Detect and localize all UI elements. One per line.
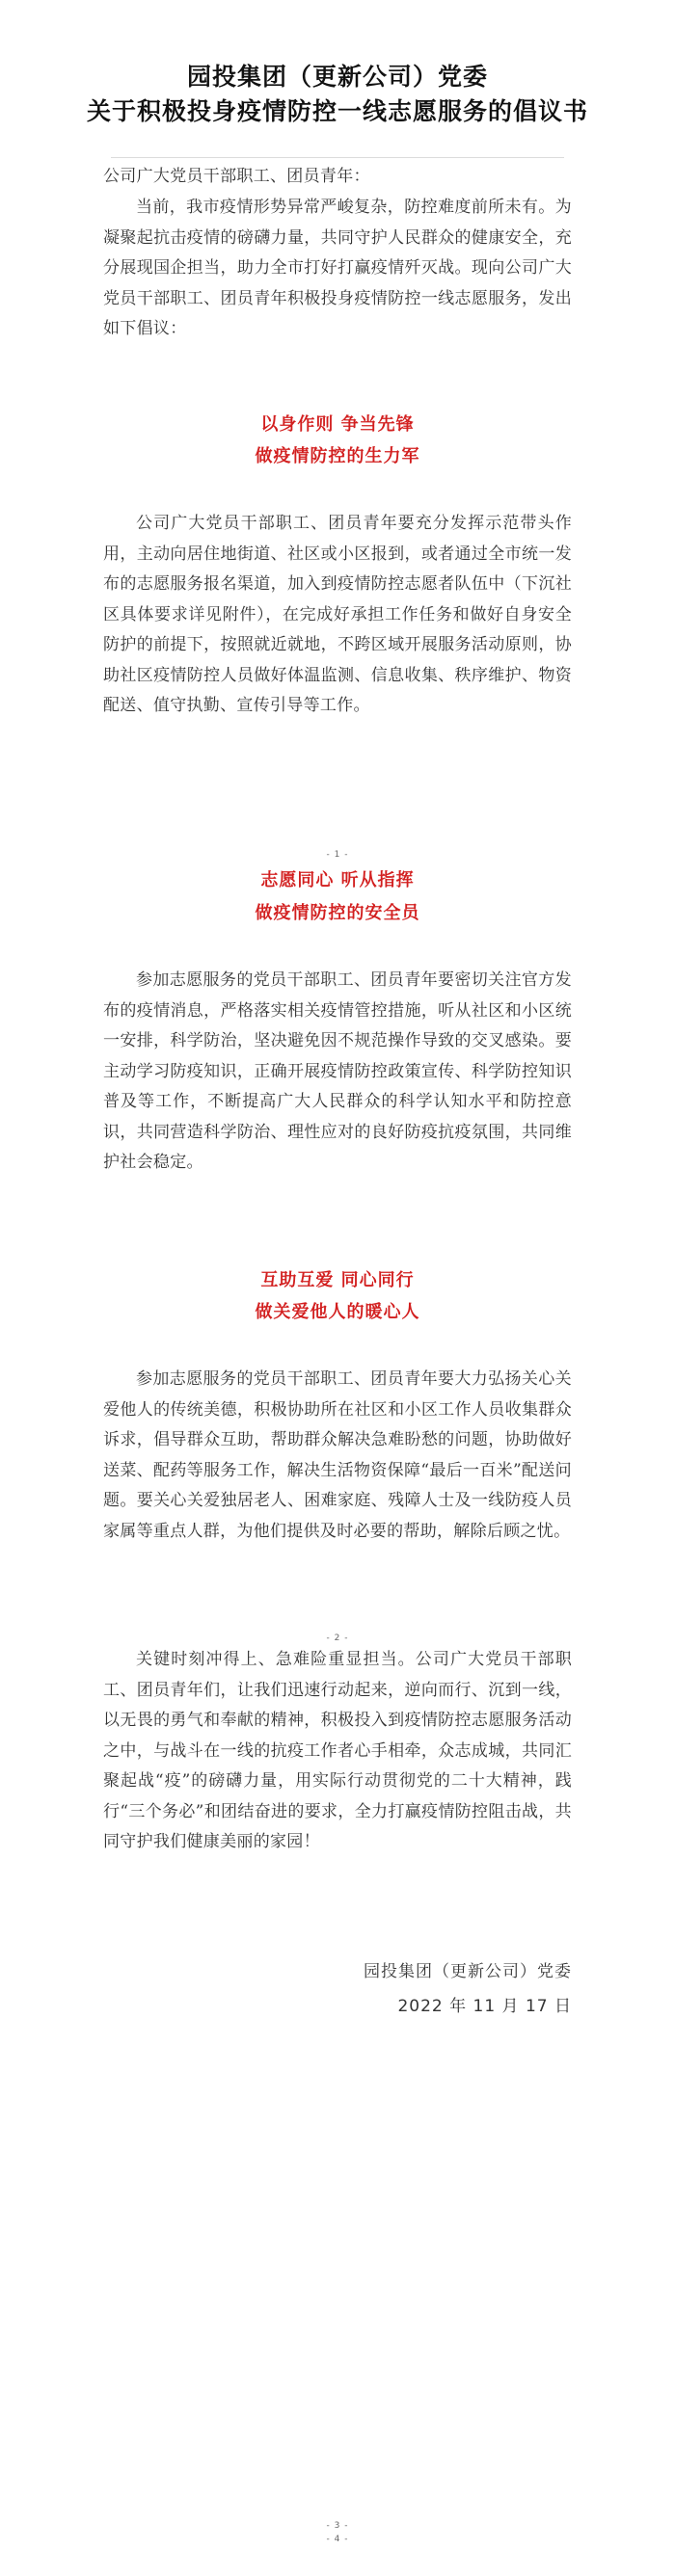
section-2-body: 参加志愿服务的党员干部职工、团员青年要密切关注官方发布的疫情消息，严格落实相关疫情管控措施，听从社区和小区统一安排，科学防治，坚决避免因不规范操作导致的交叉感染。要主动学习防疫知识，正确开展疫情防控政策宣传、科学防控知识普及等工作，不断提高广大人民群众的科学认知水平和防控意识，共同营造科学防治、理性应对的良好防疫抗疫氛围，共同维护社会稳定。 [103,970,572,1172]
page-number-3: - 3 - [326,2521,349,2531]
greeting: 公司广大党员干部职工、团员青年： [103,167,370,186]
section-2-heading-line2: 做疫情防控的安全员 [255,903,420,923]
document-title-line2: 关于积极投身疫情防控一线志愿服务的倡议书 [86,97,588,125]
signature-date: 2022 年 11 月 17 日 [397,1997,572,2016]
section-1-heading-line1: 以身作则 争当先锋 [260,414,415,435]
section-1-heading-line2: 做疫情防控的生力军 [255,446,420,466]
section-2-heading-line1: 志愿同心 听从指挥 [260,870,415,890]
title-divider [111,157,564,158]
intro-paragraph: 当前，我市疫情形势异常严峻复杂，防控难度前所未有。为凝聚起抗击疫情的磅礴力量，共同守护人民群众的健康安全，充分展现国企担当，助力全市打好打赢疫情歼灭战。现向公司广大党员干部职工、团员青年积极投身疫情防控一线志愿服务，发出如下倡议： [103,198,572,338]
page-number-2: - 2 - [326,1633,349,1643]
page-number-4: - 4 - [326,2535,349,2544]
document-title-line1: 园投集团（更新公司）党委 [186,63,488,91]
section-1-body: 公司广大党员干部职工、团员青年要充分发挥示范带头作用，主动向居住地街道、社区或小区报到，或者通过全市统一发布的志愿服务报名渠道，加入到疫情防控志愿者队伍中（下沉社区具体要求详见附件），在完成好承担工作任务和做好自身安全防护的前提下，按照就近就地，不跨区域开展服务活动原则，协助社区疫情防控人员做好体温监测、信息收集、秩序维护、物资配送、值守执勤、宣传引导等工作。 [103,514,572,715]
section-3-body: 参加志愿服务的党员干部职工、团员青年要大力弘扬关心关爱他人的传统美德，积极协助所在社区和小区工作人员收集群众诉求，倡导群众互助，帮助群众解决急难盼愁的问题，协助做好送菜、配药等服务工作，解决生活物资保障“最后一百米”配送问题。要关心关爱独居老人、困难家庭、残障人士及一线防疫人员家属等重点人群，为他们提供及时必要的帮助，解除后顾之忧。 [103,1369,572,1541]
signature-organization: 园投集团（更新公司）党委 [364,1962,572,1981]
section-3-heading-line2: 做关爱他人的暖心人 [255,1302,420,1322]
closing-paragraph: 关键时刻冲得上、急难险重显担当。公司广大党员干部职工、团员青年们，让我们迅速行动起来，逆向而行、沉到一线，以无畏的勇气和奉献的精神，积极投入到疫情防控志愿服务活动之中，与战斗在一线的抗疫工作者心手相牵，众志成城，共同汇聚起战“疫”的磅礴力量，用实际行动贯彻党的二十大精神，践行“三个务必”和团结奋进的要求，全力打赢疫情防控阻击战，共同守护我们健康美丽的家园！ [103,1650,572,1851]
section-3-heading-line1: 互助互爱 同心同行 [260,1270,415,1290]
page-number-1: - 1 - [326,850,349,860]
